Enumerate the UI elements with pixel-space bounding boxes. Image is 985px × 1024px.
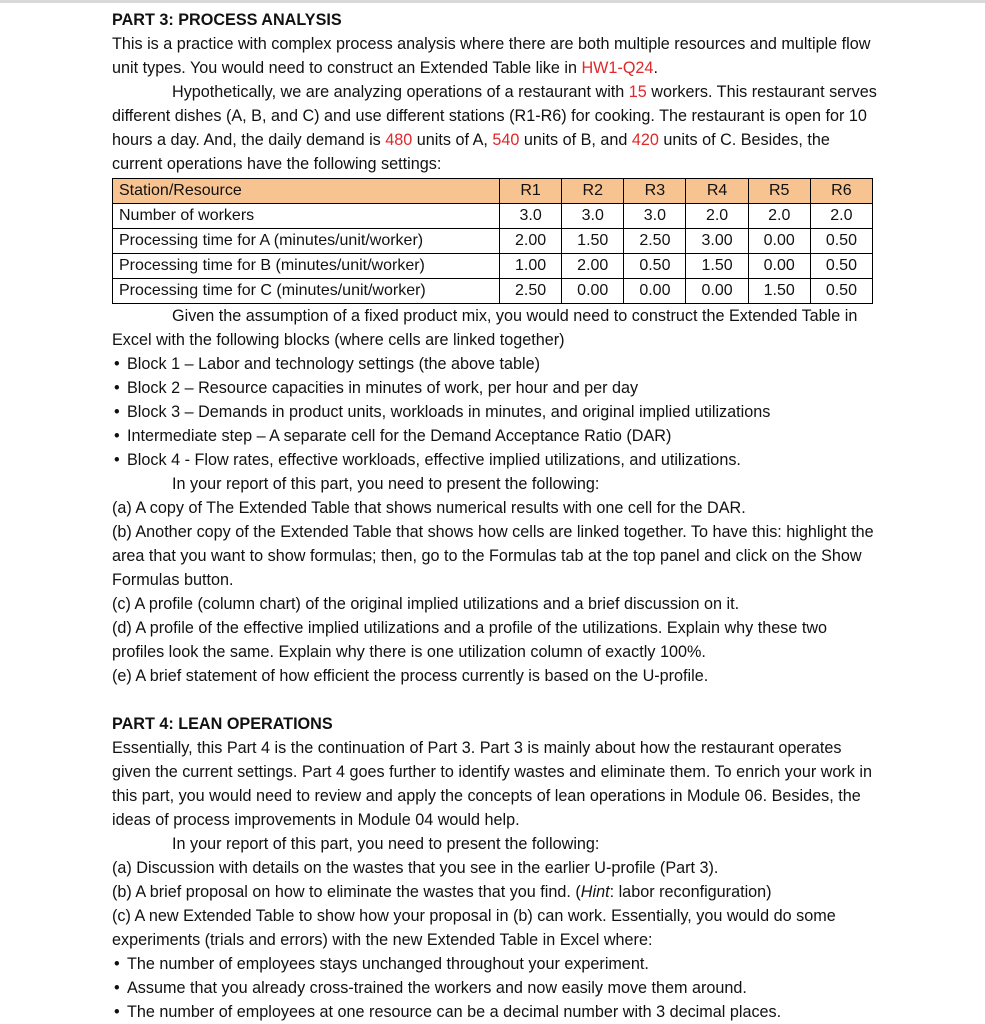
part4-report-intro: In your report of this part, you need to present the following: (172, 835, 600, 853)
demand-c: 420 (631, 131, 659, 149)
table-cell: 3.00 (686, 229, 748, 254)
table-cell: 2.0 (748, 204, 810, 229)
page-top-border (0, 0, 985, 3)
table-cell: 0.00 (624, 279, 686, 304)
header-cell: Station/Resource (113, 179, 500, 204)
experiment-bullet: • The number of employees stays unchanged throughout your experiment. (112, 952, 882, 976)
report-item-text: (b) A brief proposal on how to eliminate the wastes that you find. ( (112, 883, 581, 901)
row-label: Processing time for A (minutes/unit/worker) (113, 229, 500, 254)
header-cell: R2 (562, 179, 624, 204)
block-item: • Block 2 – Resource capacities in minutes of work, per hour and per day (112, 376, 882, 400)
section-spacer (112, 688, 882, 712)
table-cell: 1.50 (562, 229, 624, 254)
report-item: (e) A brief statement of how efficient the process currently is based on the U-profile. (112, 667, 709, 685)
table-cell: 2.0 (810, 204, 872, 229)
part3-intro (112, 32, 882, 80)
block-item: • Block 1 – Labor and technology settings (the above table) (112, 352, 882, 376)
table-cell: 0.50 (624, 254, 686, 279)
hypothesis-text: Hypothetically, we are analyzing operations of a restaurant with (172, 83, 629, 101)
table-row (113, 229, 873, 254)
table-cell: 3.0 (500, 204, 562, 229)
block-item: • Block 4 - Flow rates, effective workloads, effective implied utilizations, and utilizations. (112, 448, 882, 472)
table-cell: 1.00 (500, 254, 562, 279)
report-item: (c) A profile (column chart) of the original implied utilizations and a brief discussion on it. (112, 595, 740, 613)
header-cell: R6 (810, 179, 872, 204)
header-cell: R4 (686, 179, 748, 204)
row-label: Processing time for B (minutes/unit/worker) (113, 254, 500, 279)
table-cell: 2.00 (562, 254, 624, 279)
table-row (113, 279, 873, 304)
table-cell: 1.50 (748, 279, 810, 304)
report-item: (b) Another copy of the Extended Table that shows how cells are linked together. To have this: highlight the area that you want to show formulas; then, go to the Formulas tab at the top panel and click on the Show Formulas button. (112, 523, 874, 589)
report-item: (a) Discussion with details on the wastes that you see in the earlier U-profile (Part 3). (112, 859, 719, 877)
part3-given: Given the assumption of a fixed product mix, you would need to construct the Extended Table in Excel with the following blocks (where cells are linked together) (112, 307, 858, 349)
report-item: (c) A new Extended Table to show how your proposal in (b) can work. Essentially, you would do some experiments (trials and errors) with the new Extended Table in Excel where: (112, 907, 836, 949)
hypothesis-text: workers. This restaurant serves different dishes (A, B, and C) and use different stations (R1-R6) for cooking. The restaurant is open for 10 hours a day. And, the daily demand is (112, 83, 877, 149)
experiment-bullet: • The number of employees at one resource can be a decimal number with 3 decimal places. (112, 1000, 882, 1024)
part4-intro: Essentially, this Part 4 is the continuation of Part 3. Part 3 is mainly about how the restaurant operates given the current settings. Part 4 goes further to identify wastes and eliminate them. To enrich your work in this part, you would need to review and apply the concepts of lean operations in Module 06. Besides, the ideas of process improvements in Module 04 would help. (112, 739, 872, 829)
table-header-row (113, 179, 873, 204)
part3-intro-text: This is a practice with complex process analysis where there are both multiple resources and multiple flow unit types. You would need to construct an Extended Table like in (112, 35, 871, 77)
table-cell: 0.00 (562, 279, 624, 304)
hint-label: Hint (580, 883, 610, 901)
row-label: Processing time for C (minutes/unit/worker) (113, 279, 500, 304)
table-cell: 3.0 (562, 204, 624, 229)
table-cell: 0.00 (748, 254, 810, 279)
header-cell: R3 (624, 179, 686, 204)
document-page (112, 8, 882, 1024)
part3-report-intro: In your report of this part, you need to present the following: (172, 475, 600, 493)
table-cell: 2.0 (686, 204, 748, 229)
table-cell: 2.00 (500, 229, 562, 254)
demand-a: 480 (385, 131, 413, 149)
table-cell: 2.50 (500, 279, 562, 304)
experiment-bullet: • Assume that you already cross-trained the workers and now easily move them around. (112, 976, 882, 1000)
header-cell: R5 (748, 179, 810, 204)
part3-intro-end: . (653, 59, 658, 77)
table-cell: 0.50 (810, 254, 872, 279)
table-cell: 3.0 (624, 204, 686, 229)
table-cell: 0.50 (810, 279, 872, 304)
demand-b: 540 (492, 131, 520, 149)
hypothesis-text: units of A, (412, 131, 493, 149)
block-item: • Block 3 – Demands in product units, workloads in minutes, and original implied utilizations (112, 400, 882, 424)
block-item: • Intermediate step – A separate cell for the Demand Acceptance Ratio (DAR) (112, 424, 882, 448)
hypothesis-text: units of C. Besides, the current operations have the following settings: (112, 131, 830, 173)
header-cell: R1 (500, 179, 562, 204)
table-cell: 0.00 (748, 229, 810, 254)
table-cell: 0.50 (810, 229, 872, 254)
part4-heading: PART 4: LEAN OPERATIONS (112, 715, 333, 733)
report-item-text: : labor reconfiguration) (609, 883, 772, 901)
report-item: (d) A profile of the effective implied utilizations and a profile of the utilizations. Explain why these two profiles look the same. Explain why there is one utilization column of exactly 100%. (112, 619, 828, 661)
settings-table (112, 178, 873, 304)
row-label: Number of workers (113, 204, 500, 229)
table-cell: 1.50 (686, 254, 748, 279)
table-cell: 2.50 (624, 229, 686, 254)
workers-count: 15 (628, 83, 647, 101)
hw-reference: HW1-Q24 (581, 59, 654, 77)
report-item: (a) A copy of The Extended Table that shows numerical results with one cell for the DAR. (112, 499, 746, 517)
table-row (113, 254, 873, 279)
table-row (113, 204, 873, 229)
table-cell: 0.00 (686, 279, 748, 304)
part3-hypothesis (112, 80, 882, 176)
part3-heading: PART 3: PROCESS ANALYSIS (112, 11, 342, 29)
hypothesis-text: units of B, and (519, 131, 632, 149)
report-item (112, 880, 882, 904)
